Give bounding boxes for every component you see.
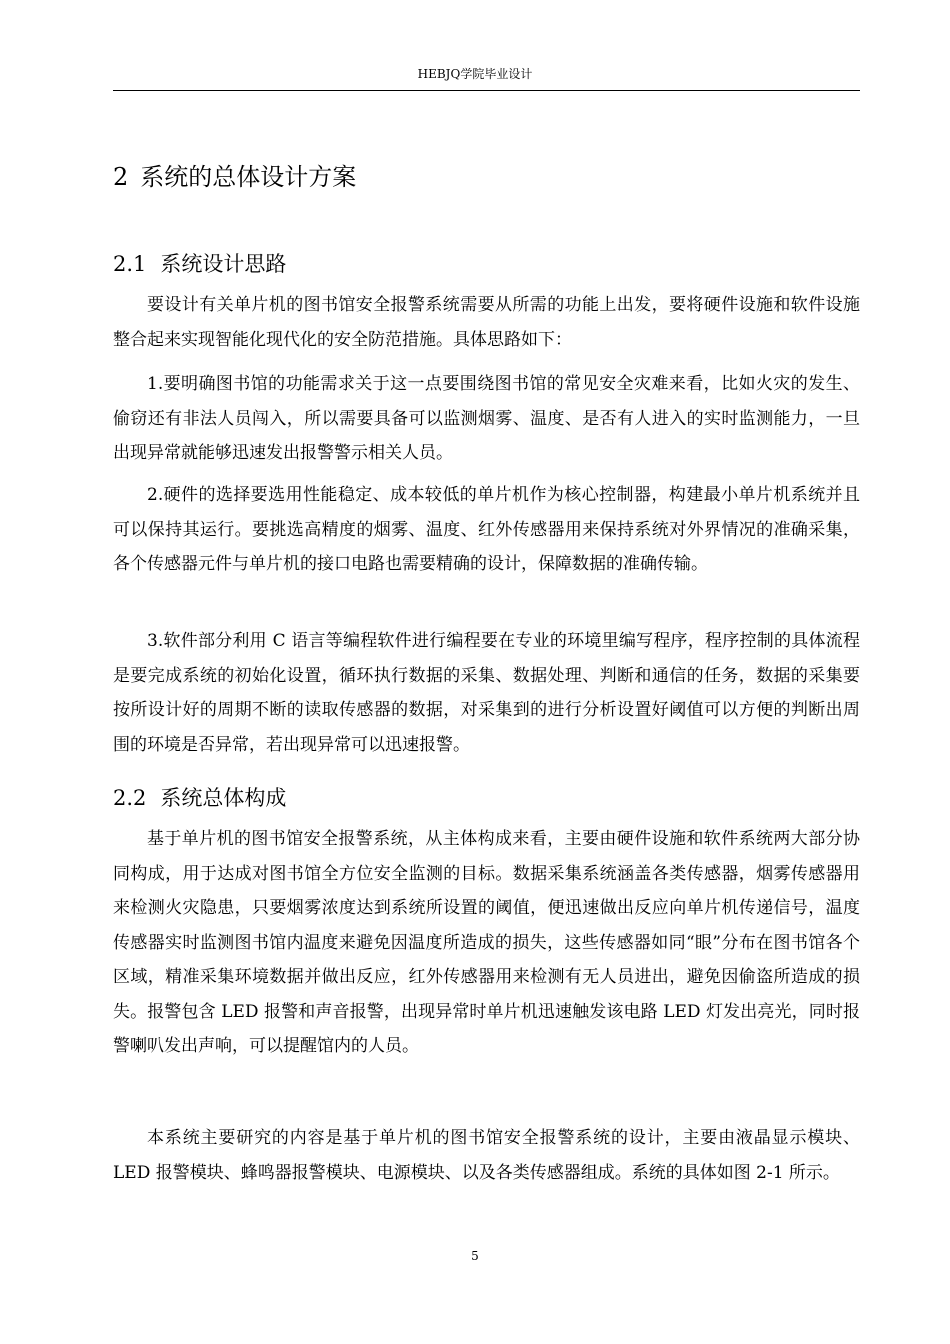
section-number: 2.2 [113,786,147,810]
paragraph-intro: 要设计有关单片机的图书馆安全报警系统需要从所需的功能上出发，要将硬件设施和软件设施整合起来实现智能化现代化的安全防范措施。具体思路如下： [113,295,860,350]
paragraph-point-3: 3.软件部分利用 C 语言等编程软件进行编程要在专业的环境里编写程序，程序控制的具体流程是要完成系统的初始化设置，循环执行数据的采集、数据处理、判断和通信的任务，数据的采集要按所设计好的周期不断的读取传感器的数据，对采集到的进行分析设置好阈值可以方便的判断出周围的环境是否异常，若出现异常可以迅速报警。 [113,631,860,755]
paragraph-research-content: 本系统主要研究的内容是基于单片机的图书馆安全报警系统的设计，主要由液晶显示模块、LED 报警模块、蜂鸣器报警模块、电源模块、以及各类传感器组成。系统的具体如图 2-1 所示。 [113,1128,860,1183]
section-title: 系统总体构成 [160,786,287,810]
section-number: 2.1 [113,252,147,276]
paragraph-point-1: 1.要明确图书馆的功能需求关于这一点要围绕图书馆的常见安全灾难来看，比如火灾的发生、偷窃还有非法人员闯入，所以需要具备可以监测烟雾、温度、是否有人进入的实时监测能力，一旦出现异常就能够迅速发出报警警示相关人员。 [113,374,860,463]
chapter-heading [113,160,356,194]
paragraph-system-composition: 基于单片机的图书馆安全报警系统，从主体构成来看，主要由硬件设施和软件系统两大部分协同构成，用于达成对图书馆全方位安全监测的目标。数据采集系统涵盖各类传感器，烟雾传感器用来检测火灾隐患，只要烟雾浓度达到系统所设置的阈值，便迅速做出反应向单片机传递信号，温度传感器实时监测图书馆内温度来避免因温度所造成的损失，这些传感器如同“眼”分布在图书馆各个区域，精准采集环境数据并做出反应，红外传感器用来检测有无人员进出，避免因偷盗所造成的损失。报警包含 LED 报警和声音报警，出现异常时单片机迅速触发该电路 LED 灯发出亮光，同时报警喇叭发出声响，可以提醒馆内的人员。 [113,829,860,1056]
chapter-title: 系统的总体设计方案 [140,163,357,191]
section-heading-2-2 [113,783,286,813]
running-header: HEBJQ学院毕业设计 [417,67,533,81]
section-heading-2-1 [113,249,286,279]
chapter-number: 2 [113,163,129,191]
page-number: 5 [471,1249,479,1263]
paragraph-point-2: 2.硬件的选择要选用性能稳定、成本较低的单片机作为核心控制器，构建最小单片机系统并且可以保持其运行。要挑选高精度的烟雾、温度、红外传感器用来保持系统对外界情况的准确采集，各个传感器元件与单片机的接口电路也需要精确的设计，保障数据的准确传输。 [113,485,860,574]
section-title: 系统设计思路 [160,252,287,276]
header-divider [113,90,860,91]
